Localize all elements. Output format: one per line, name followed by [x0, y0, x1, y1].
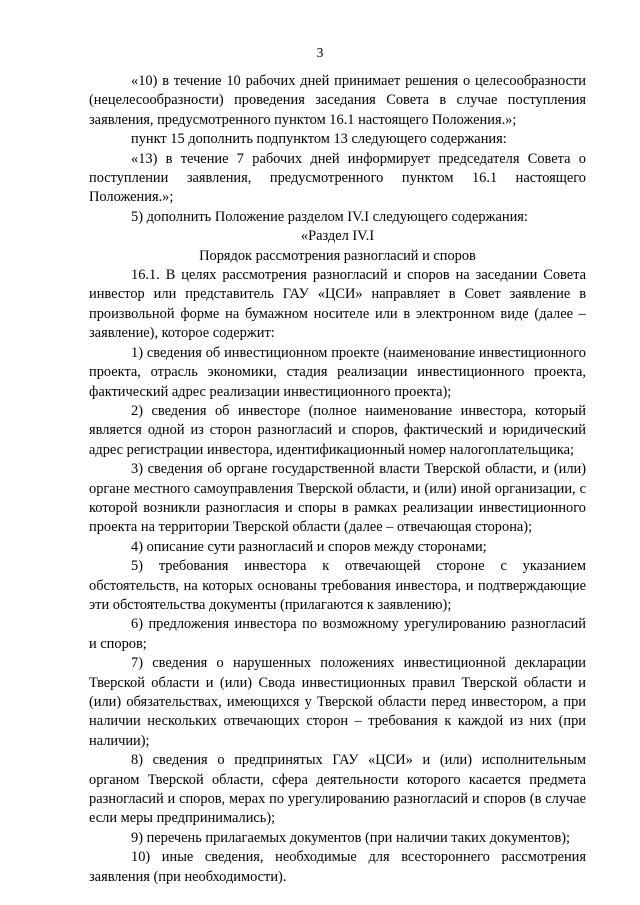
list-item-2: 2) сведения об инвесторе (полное наименование инвестора, который является одной из сторон разногласий и споров, фактический и юридический адрес регистрации инвестора, идентификационный номер налогоплательщика;	[89, 402, 586, 458]
paragraph-item-13: «13) в течение 7 рабочих дней информирует председателя Совета о поступлении заявления, предусмотренного пунктом 16.1 настоящего Положения.»;	[89, 150, 586, 206]
list-item-9: 9) перечень прилагаемых документов (при наличии таких документов);	[131, 829, 571, 846]
list-item-7: 7) сведения о нарушенных положениях инвестиционной декларации Тверской области и (или) Свода инвестиционных правил Тверской области и (или) обязательствах, имеющихся у Тверской области перед инвестором, а при наличии нескольких отвечающих сторон – требования к каждой из них (при наличии);	[89, 655, 586, 749]
list-item-10: 10) иные сведения, необходимые для всестороннего рассмотрения заявления (при необходимости).	[89, 849, 586, 885]
list-item-4: 4) описание сути разногласий и споров между сторонами;	[131, 538, 487, 555]
paragraph-amend-section: 5) дополнить Положение разделом IV.I следующего содержания:	[131, 208, 528, 225]
list-item-3: 3) сведения об органе государственной власти Тверской области, и (или) органе местного самоуправления Тверской области, и (или) иной организации, с которой возникли разногласия и споры в рамках реализации инвестиционного проекта на территории Тверской области (далее – отвечающая сторона);	[89, 461, 586, 536]
list-item-6: 6) предложения инвестора по возможному урегулированию разногласий и споров;	[89, 616, 586, 652]
paragraph-item-10: «10) в течение 10 рабочих дней принимает решения о целесообразности (нецелесообразности) проведения заседания Совета в случае поступления заявления, предусмотренного пунктом 16.1 настоящего Положения.»;	[89, 73, 586, 128]
paragraph-amend-point-15: пункт 15 дополнить подпунктом 13 следующего содержания:	[131, 131, 507, 148]
list-item-1: 1) сведения об инвестиционном проекте (наименование инвестиционного проекта, отрасль экономики, стадия реализации инвестиционного проекта, фактический адрес реализации инвестиционного проекта);	[89, 344, 586, 400]
list-item-5: 5) требования инвестора к отвечающей стороне с указанием обстоятельств, на которых основаны требования инвестора, и подтверждающие эти обстоятельства документы (прилагаются к заявлению);	[89, 558, 586, 613]
paragraph-16-1: 16.1. В целях рассмотрения разногласий и споров на заседании Совета инвестор или представитель ГАУ «ЦСИ» направляет в Совет заявление в произвольной форме на бумажном носителе или в электронном виде (далее – заявление), которое содержит:	[89, 267, 586, 342]
document-body	[89, 72, 586, 887]
section-heading: «Раздел IV.I	[300, 228, 375, 245]
page-number: 3	[316, 45, 324, 60]
section-title: Порядок рассмотрения разногласий и споров	[199, 247, 476, 264]
list-item-8: 8) сведения о предпринятых ГАУ «ЦСИ» и (или) исполнительным органом Тверской области, сфера деятельности которого касается предмета разногласий и споров, мерах по урегулированию разногласий и споров (в случае если меры предпринимались);	[89, 752, 586, 827]
